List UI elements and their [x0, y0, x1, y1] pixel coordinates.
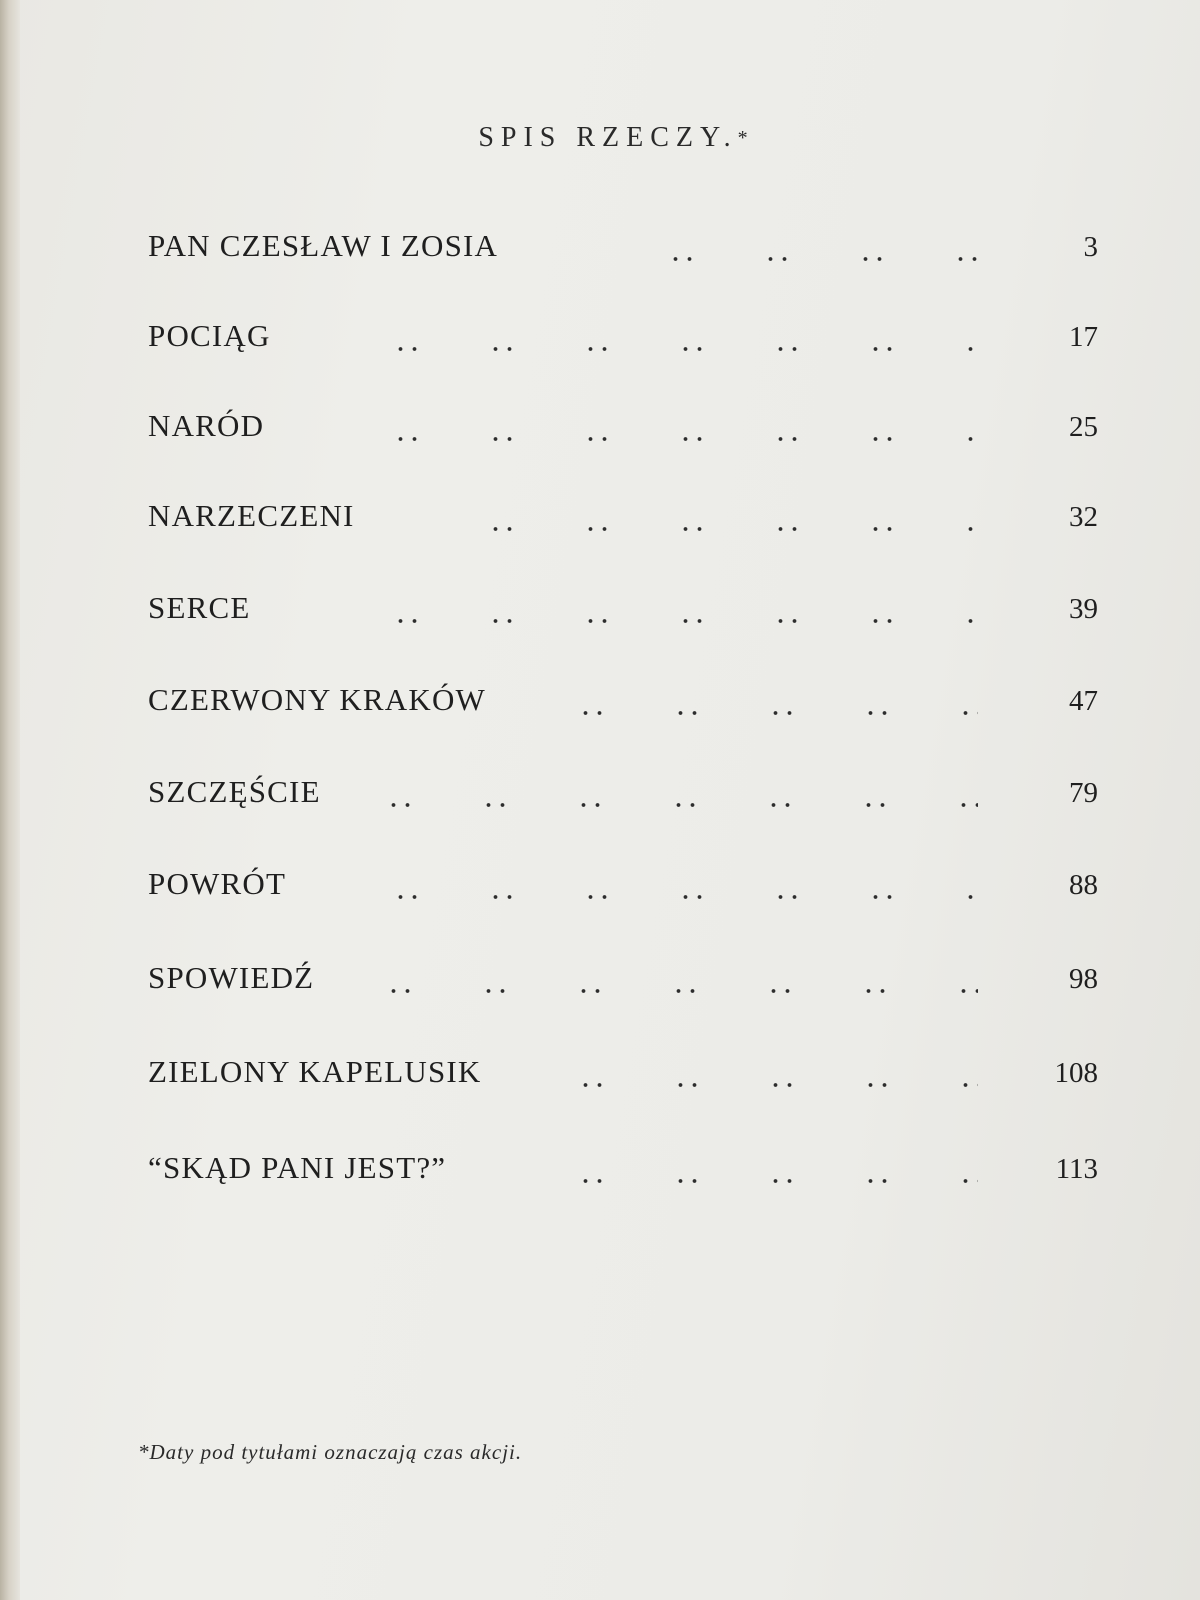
toc-entry — [148, 1052, 1098, 1096]
toc-entry-title: SPOWIEDŹ — [148, 960, 315, 995]
toc-entry — [148, 864, 1098, 908]
toc-dot-leader — [538, 1082, 978, 1088]
toc-dot-leader — [538, 1178, 978, 1184]
toc-entry-page: 32 — [1069, 501, 1098, 533]
toc-entry-page: 17 — [1069, 321, 1098, 353]
toc-entry — [148, 406, 1098, 450]
toc-entry-title: ZIELONY KAPELUSIK — [148, 1054, 482, 1089]
toc-entry-page: 47 — [1069, 685, 1098, 717]
contents-heading-text: SPIS RZECZY. — [478, 122, 738, 153]
toc-entry — [148, 1148, 1098, 1192]
toc-entry — [148, 772, 1098, 816]
toc-entry — [148, 588, 1098, 632]
toc-entry-page: 108 — [1054, 1057, 1098, 1089]
toc-dot-leader — [538, 710, 978, 716]
toc-entry — [148, 226, 1098, 270]
toc-entry-page: 39 — [1069, 593, 1098, 625]
toc-entry — [148, 680, 1098, 724]
toc-dot-leader — [346, 988, 978, 994]
toc-entry-page: 98 — [1069, 963, 1098, 995]
toc-dot-leader — [628, 256, 978, 262]
toc-entry-title: NARZECZENI — [148, 498, 355, 533]
toc-dot-leader — [346, 802, 978, 808]
toc-entry-page: 113 — [1055, 1153, 1098, 1185]
toc-entry — [148, 496, 1098, 540]
toc-entry-page: 88 — [1069, 869, 1098, 901]
toc-dot-leader — [353, 618, 978, 624]
toc-entry-title: POCIĄG — [148, 318, 271, 353]
toc-dot-leader — [353, 894, 978, 900]
toc-entry-title: NARÓD — [148, 408, 265, 443]
toc-entry-title: SERCE — [148, 590, 251, 625]
toc-entry — [148, 316, 1098, 360]
toc-dot-leader — [353, 436, 978, 442]
toc-entry-title: PAN CZESŁAW I ZOSIA — [148, 228, 499, 263]
toc-entry-title: CZERWONY KRAKÓW — [148, 682, 487, 717]
toc-entry-page: 3 — [1083, 231, 1098, 263]
toc-entry-page: 79 — [1069, 777, 1098, 809]
footnote: *Daty pod tytułami oznaczają czas akcji. — [138, 1440, 523, 1464]
toc-entry-title: POWRÓT — [148, 866, 287, 901]
toc-entry-title: “SKĄD PANI JEST?” — [148, 1150, 447, 1185]
page-binding-edge — [0, 0, 20, 1600]
toc-entry — [148, 958, 1098, 1002]
toc-dot-leader — [448, 526, 978, 532]
toc-entry-title: SZCZĘŚCIE — [148, 774, 321, 809]
contents-heading-asterisk: * — [737, 127, 748, 149]
toc-entry-page: 25 — [1069, 411, 1098, 443]
contents-heading — [0, 122, 1200, 154]
toc-dot-leader — [353, 346, 978, 352]
